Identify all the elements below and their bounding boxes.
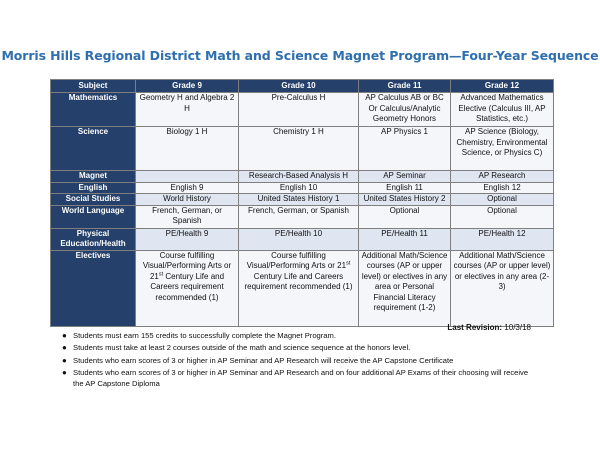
cell-social-studies-grade-10: United States History 1 [239,194,359,206]
table-row-social-studies [51,194,554,206]
cell-english-grade-10: English 10 [239,182,359,194]
cell-magnet-grade-10: Research-Based Analysis H [239,171,359,183]
bullet-icon: ● [62,367,67,377]
row-header-electives: Electives [51,250,136,326]
cell-world-language-grade-10: French, German, or Spanish [239,205,359,228]
table-row-magnet [51,171,554,183]
cell-electives-grade-12: Additional Math/Science courses (AP or upper level) or electives in any area (2-3) [451,250,554,326]
cell-pe-grade-10: PE/Health 10 [239,228,359,250]
cell-pe-grade-11: PE/Health 11 [359,228,451,250]
cell-world-language-grade-11: Optional [359,205,451,228]
cell-math-grade-9: Geometry H and Algebra 2 H [136,93,239,127]
page-title: Morris Hills Regional District Math and Science Magnet Program—Four-Year Sequence [1,48,599,63]
table-row-physical-education [51,228,554,250]
list-item [62,368,532,390]
electives-grade-10-superscript: st [346,260,351,267]
note-text: Students who earn scores of 3 or higher in AP Seminar and AP Research and on four additional AP Exams of their choosing will receive the AP Capstone Diploma [73,367,529,388]
row-header-mathematics: Mathematics [51,93,136,127]
cell-magnet-grade-12: AP Research [451,171,554,183]
column-header-subject: Subject [51,80,136,93]
cell-magnet-grade-11: AP Seminar [359,171,451,183]
column-header-grade-11: Grade 11 [359,80,451,93]
row-header-social-studies: Social Studies [51,194,136,206]
notes-list [62,331,532,391]
note-text: Students who earn scores of 3 or higher in AP Seminar and AP Research will receive the AP Capstone Certificate [73,355,454,365]
column-header-grade-9: Grade 9 [136,80,239,93]
note-text: Students must earn 155 credits to successfully complete the Magnet Program. [73,331,336,340]
last-revision-date: 10/3/18 [504,323,531,332]
cell-electives-grade-10 [239,250,359,326]
cell-magnet-grade-9 [136,171,239,183]
bullet-icon: ● [62,331,67,340]
table-row-science [51,127,554,171]
electives-grade-10-text-a: Course fulfilling Visual/Performing Arts or 21 [246,250,347,270]
cell-math-grade-10: Pre-Calculus H [239,93,359,127]
electives-grade-9-text-a: Course fulfilling Visual/Performing Arts or 21 [142,250,232,281]
cell-science-grade-10: Chemistry 1 H [239,127,359,171]
electives-grade-9-text-b: Century Life and Careers requirement recommended (1) [150,271,225,302]
last-revision-label: Last Revision: [447,323,503,332]
list-item [62,343,532,354]
cell-pe-grade-12: PE/Health 12 [451,228,554,250]
cell-math-grade-12: Advanced Mathematics Elective (Calculus III, AP Statistics, etc.) [451,93,554,127]
cell-science-grade-12: AP Science (Biology, Chemistry, Environmental Science, or Physics C) [451,127,554,171]
cell-science-grade-11: AP Physics 1 [359,127,451,171]
row-header-world-language: World Language [51,205,136,228]
list-item [62,356,532,367]
cell-pe-grade-9: PE/Health 9 [136,228,239,250]
electives-grade-9-superscript: st [158,270,164,277]
table-row-world-language [51,205,554,228]
list-item [62,331,532,342]
table-row-mathematics [51,93,554,127]
cell-world-language-grade-9: French, German, or Spanish [136,205,239,228]
column-header-grade-10: Grade 10 [239,80,359,93]
column-header-grade-12: Grade 12 [451,80,554,93]
row-header-physical-education: Physical Education/Health [51,228,136,250]
cell-electives-grade-11: Additional Math/Science courses (AP or upper level) or electives in any area or Personal Financial Literacy requirement (1-2) [359,250,451,326]
row-header-magnet: Magnet [51,171,136,183]
cell-electives-grade-9 [136,250,239,326]
table-header-row [51,80,554,93]
cell-social-studies-grade-11: United States History 2 [359,194,451,206]
bullet-icon: ● [62,343,67,353]
row-header-english: English [51,182,136,194]
cell-social-studies-grade-9: World History [136,194,239,206]
four-year-sequence-table [50,79,554,327]
cell-english-grade-12: English 12 [451,182,554,194]
cell-english-grade-11: English 11 [359,182,451,194]
electives-grade-10-text-b: Century Life and Careers requirement recommended (1) [244,271,353,291]
note-text: Students must take at least 2 courses outside of the math and science sequence at the honors level. [73,343,411,353]
table-row-electives [51,250,554,326]
cell-science-grade-9: Biology 1 H [136,127,239,171]
row-header-science: Science [51,127,136,171]
bullet-icon: ● [62,355,67,365]
cell-english-grade-9: English 9 [136,182,239,194]
cell-social-studies-grade-12: Optional [451,194,554,206]
cell-world-language-grade-12: Optional [451,205,554,228]
cell-math-grade-11: AP Calculus AB or BC Or Calculus/Analytic Geometry Honors [359,93,451,127]
table-row-english [51,182,554,194]
